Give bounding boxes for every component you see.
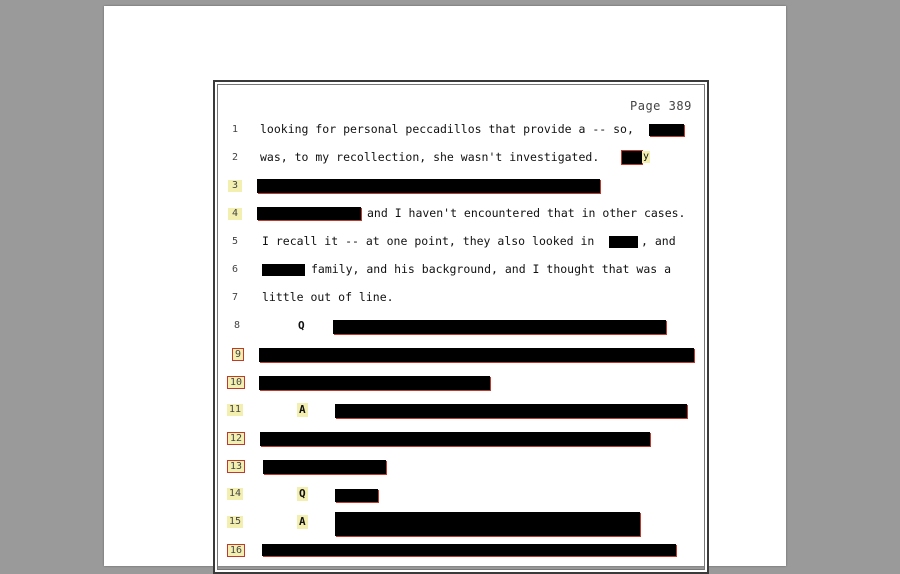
line-number-5: 5 [231,236,239,247]
line-number-10: 10 [227,376,245,389]
line-number-2: 2 [231,152,239,163]
redaction-box [335,512,640,536]
line-number-1: 1 [231,124,239,135]
redaction-tag-letter: y [642,151,650,162]
transcript-line-1: looking for personal peccadillos that provide a -- so, [260,122,634,136]
redaction-box [257,179,600,193]
speaker-label-q: Q [299,487,306,500]
redaction-box [609,236,638,248]
transcript-line-5: I recall it -- at one point, they also looked in [262,234,595,248]
redaction-box [621,150,643,165]
line-number-6: 6 [231,264,239,275]
line-number-3: 3 [228,180,242,192]
redaction-box [649,124,684,136]
line-number-7: 7 [231,292,239,303]
speaker-label-q: Q [298,319,305,332]
line-number-14: 14 [228,488,242,499]
redaction-box [259,348,694,362]
speaker-label-a: A [299,403,306,416]
line-number-9: 9 [232,348,244,361]
transcript-line-7: little out of line. [262,290,394,304]
line-number-15: 15 [228,516,242,527]
redaction-box [263,460,386,474]
redaction-box [333,320,666,334]
transcript-line-2: was, to my recollection, she wasn't investigated. [260,150,600,164]
line-number-12: 12 [227,432,245,445]
page-number: Page 389 [630,99,692,113]
speaker-label-a: A [299,515,306,528]
redaction-box [259,376,490,390]
transcript-line-5-end: , and [641,234,676,248]
line-number-4: 4 [228,208,242,220]
line-number-11: 11 [228,404,242,415]
line-number-13: 13 [227,460,245,473]
line-number-8: 8 [233,320,241,331]
transcript-line-4: and I haven't encountered that in other cases. [367,206,686,220]
redaction-box [335,404,687,418]
redaction-box [260,432,650,446]
redaction-box [257,207,361,220]
redaction-box [335,489,378,502]
redaction-box [262,264,305,276]
redaction-box [262,544,676,556]
line-number-16: 16 [227,544,245,557]
transcript-line-6: family, and his background, and I thought that was a [311,262,672,276]
